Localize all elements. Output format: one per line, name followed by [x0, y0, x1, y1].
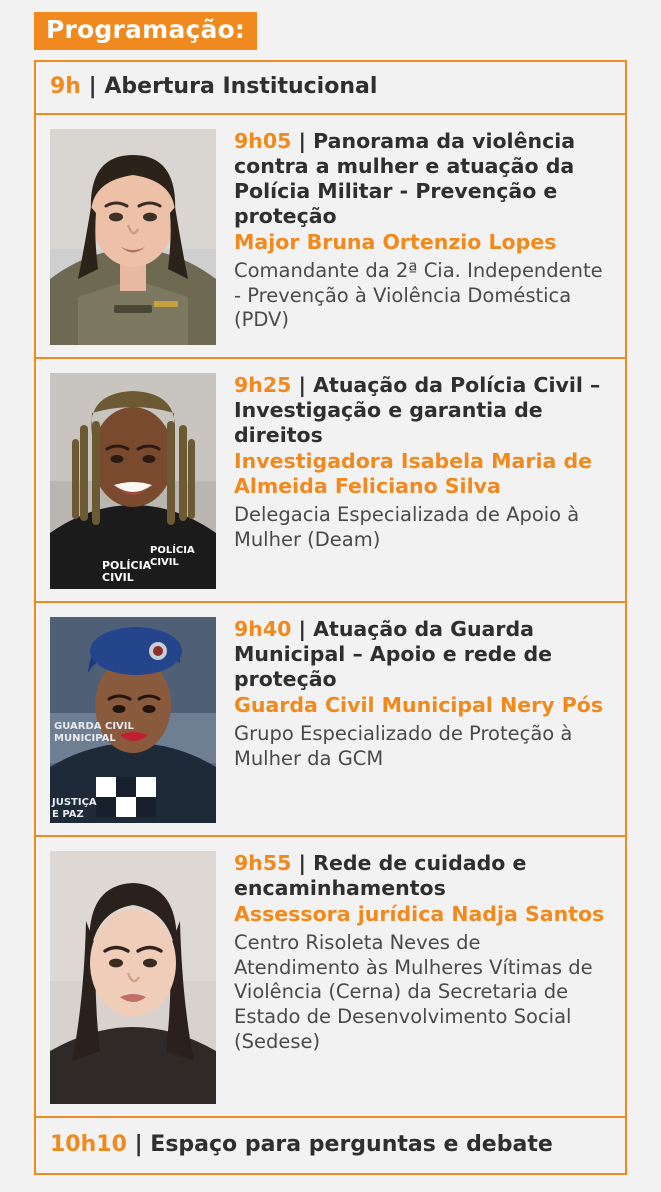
- closing-separator: |: [134, 1131, 143, 1157]
- talk-time-2: 9h25: [234, 372, 292, 397]
- svg-text:JUSTIÇA: JUSTIÇA: [52, 796, 97, 808]
- talk-title-4: [234, 851, 611, 901]
- schedule-row-opening: [36, 62, 625, 112]
- talk-org-4: Centro Risoleta Neves de Atendimento às Mulheres Vítimas de Violência (Cerna) da Secretaria de Estado de Desenvolvimento Social (Sedese): [234, 930, 593, 1054]
- talk-body-3: [216, 617, 611, 772]
- talk-title-2: [234, 373, 611, 448]
- talk-speaker-4: Assessora jurídica Nadja Santos: [234, 901, 605, 926]
- svg-text:CIVIL: CIVIL: [150, 556, 179, 568]
- schedule-row-talk-3: [36, 603, 625, 835]
- svg-text:E PAZ: E PAZ: [52, 808, 84, 820]
- opening-separator: |: [88, 74, 97, 100]
- talk-speaker-1: Major Bruna Ortenzio Lopes: [234, 229, 557, 254]
- talk-body-2: [216, 373, 611, 553]
- speaker-photo-4: [50, 851, 216, 1104]
- talk-time-1: 9h05: [234, 128, 292, 153]
- talk-title-3: [234, 617, 611, 692]
- schedule-row-talk-1: [36, 115, 625, 357]
- svg-text:POLÍCIA: POLÍCIA: [102, 558, 152, 572]
- schedule-row-talk-4: [36, 837, 625, 1116]
- schedule-row-talk-2: [36, 359, 625, 601]
- svg-text:POLÍCIA: POLÍCIA: [150, 544, 195, 556]
- schedule-box: [34, 60, 627, 1175]
- talk-body-1: [216, 129, 611, 334]
- talk-body-4: [216, 851, 611, 1056]
- opening-time: 9h: [50, 74, 81, 100]
- talk-time-3: 9h40: [234, 616, 292, 641]
- talk-time-4: 9h55: [234, 850, 292, 875]
- closing-label: Espaço para perguntas e debate: [150, 1131, 553, 1157]
- talk-speaker-2: Investigadora Isabela Maria de Almeida Feliciano Silva: [234, 448, 593, 498]
- talk-subject-4: Rede de cuidado e encaminhamentos: [234, 850, 527, 900]
- closing-time: 10h10: [50, 1131, 127, 1157]
- talk-speaker-3: Guarda Civil Municipal Nery Pós: [234, 692, 604, 717]
- speaker-photo-2: [50, 373, 216, 589]
- svg-text:GUARDA CIVIL: GUARDA CIVIL: [54, 720, 134, 732]
- talk-separator-2: |: [298, 372, 307, 397]
- speaker-photo-3: [50, 617, 216, 823]
- talk-separator-1: |: [298, 128, 307, 153]
- talk-separator-4: |: [298, 850, 307, 875]
- talk-subject-2: Atuação da Polícia Civil – Investigação e garantia de direitos: [234, 372, 601, 447]
- talk-title-1: [234, 129, 611, 229]
- svg-text:MUNICIPAL: MUNICIPAL: [54, 732, 116, 744]
- talk-subject-1: Panorama da violência contra a mulher e atuação da Polícia Militar - Prevenção e proteção: [234, 128, 576, 228]
- banner-area: [34, 0, 627, 60]
- schedule-row-closing: [36, 1118, 625, 1173]
- opening-label: Abertura Institucional: [104, 74, 378, 100]
- talk-separator-3: |: [298, 616, 307, 641]
- talk-org-3: Grupo Especializado de Proteção à Mulher da GCM: [234, 721, 573, 770]
- talk-org-2: Delegacia Especializada de Apoio à Mulher (Deam): [234, 502, 580, 551]
- talk-org-1: Comandante da 2ª Cia. Independente - Prevenção à Violência Doméstica (PDV): [234, 258, 603, 332]
- svg-text:CIVIL: CIVIL: [102, 570, 134, 584]
- talk-subject-3: Atuação da Guarda Municipal – Apoio e rede de proteção: [234, 616, 553, 691]
- speaker-photo-1: [50, 129, 216, 345]
- page-title: Programação:: [34, 12, 257, 50]
